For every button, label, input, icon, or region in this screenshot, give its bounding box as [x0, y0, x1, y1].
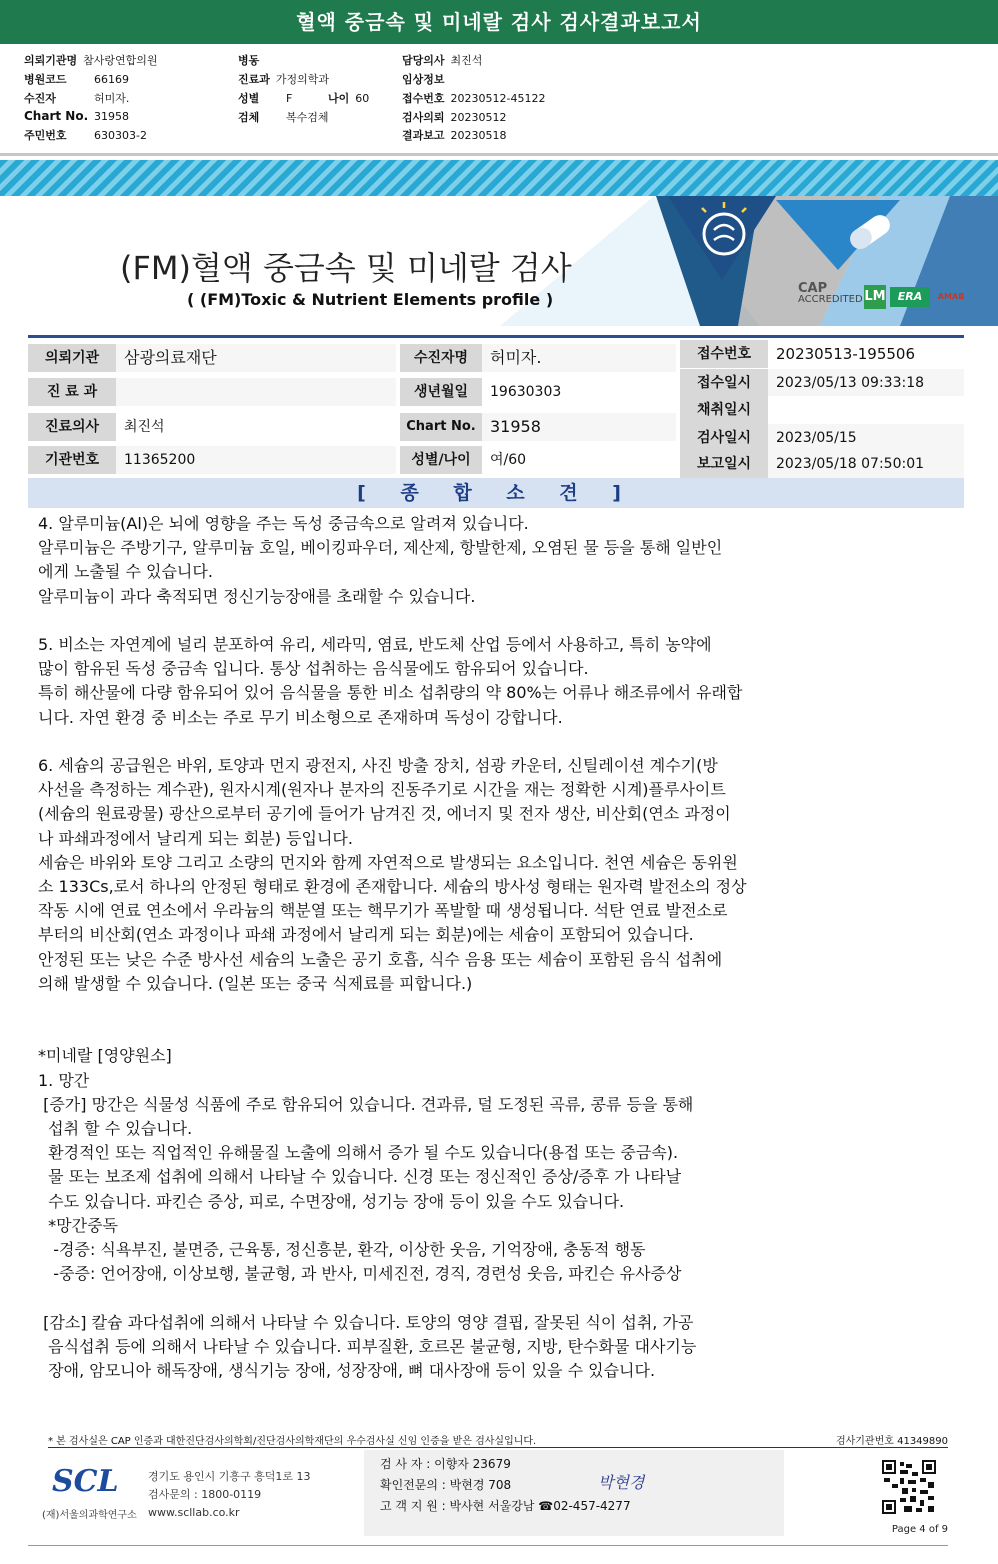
clinical-row — [402, 71, 451, 87]
result-row — [402, 127, 507, 143]
body-line: 에게 노출될 수 있습니다. — [38, 562, 213, 582]
tester-line: 검 사 자 : 이향자 23679 — [380, 1457, 511, 1471]
page-subtitle: ( (FM)Toxic & Nutrient Elements profile ) — [187, 290, 554, 309]
sex-age-row — [238, 90, 369, 106]
footer-staff — [364, 1450, 784, 1536]
cap-logo — [798, 283, 863, 305]
collect-value-cell — [768, 396, 964, 424]
confirm-line: 확인전문의 : 박현경 708 — [380, 1478, 512, 1492]
collect-label-cell: 채취일시 — [680, 396, 768, 424]
age-label: 나이 — [328, 92, 350, 105]
sex-value: F — [286, 92, 293, 105]
receiptdt-value-cell: 2023/05/13 09:33:18 — [768, 369, 964, 397]
summary-header: [ 종 합 소 견 ] — [28, 478, 964, 508]
receipt-label: 접수번호 — [402, 92, 445, 105]
birth-value-cell: 19630303 — [482, 378, 676, 406]
body-line — [38, 1287, 908, 1311]
doctor-value-cell: 최진석 — [116, 413, 396, 441]
specimen-label: 검체 — [238, 111, 260, 124]
body-line — [38, 730, 908, 754]
body-line: 많이 함유된 독성 중금속 입니다. 통상 섭취하는 음식물에도 함유되어 있습니다. — [38, 659, 589, 679]
doctor-row — [402, 52, 482, 68]
qr-code-icon — [880, 1458, 938, 1516]
body-line: [증가] 망간은 식물성 식품에 주로 함유되어 있습니다. 견과류, 덜 도정된 곡류, 콩류 등을 통해 — [38, 1094, 694, 1114]
receipt-value: 20230512-45122 — [450, 92, 546, 105]
request-value: 20230512 — [450, 111, 507, 124]
result-value: 20230518 — [450, 129, 507, 142]
institution-number: 검사기관번호 41349890 — [835, 1436, 948, 1447]
cap-logo-text: CAP — [798, 281, 828, 296]
era-logo: ERA — [890, 287, 930, 307]
clinical-label: 임상정보 — [402, 73, 445, 86]
hospital-code-label: 병원코드 — [24, 73, 67, 86]
inst-label: 의뢰기관 — [28, 344, 116, 372]
footer-note — [48, 1432, 948, 1448]
body-line: 환경적인 또는 직업적인 유해물질 노출에 의해서 증가 될 수도 있습니다(용접 또는 중금속). — [38, 1143, 679, 1163]
body-line: 나 파쇄과정에서 날리게 되는 회분) 등입니다. — [38, 828, 353, 848]
body-line: 안정된 또는 낮은 수준 방사선 세슘의 노출은 공기 호흡, 식수 음용 또는 세슘이 포함된 음식 섭취에 — [38, 949, 723, 969]
scl-logo-sub: (재)서울의과학연구소 — [42, 1510, 137, 1521]
age-value: 60 — [355, 92, 370, 105]
body-line: 작동 시에 연료 연소에서 우라늄의 핵분열 또는 핵무기가 폭발할 때 생성됩니다. 석탄 연료 발전소로 — [38, 901, 728, 921]
body-line: 알루미늄이 과다 축적되면 정신기능장애를 초래할 수 있습니다. — [38, 586, 476, 606]
body-line: -중증: 언어장애, 이상보행, 불균형, 과 반사, 미세진전, 경직, 경련성 웃음, 파킨슨 유사증상 — [38, 1264, 682, 1284]
body-line: -경증: 식욕부진, 불면증, 근육통, 정신흥분, 환각, 이상한 웃음, 기억장애, 충동적 행동 — [38, 1240, 646, 1260]
dept-label-cell: 진 료 과 — [28, 378, 116, 406]
body-line: 물 또는 보조제 섭취에 의해서 나타날 수 있습니다. 신경 또는 정신적인 증상/증후 가 나타날 — [38, 1167, 682, 1187]
receipt-row — [402, 90, 545, 106]
specimen-value: 복수검체 — [286, 111, 329, 124]
code-label-cell: 기관번호 — [28, 446, 116, 474]
request-label: 검사의뢰 — [402, 111, 445, 124]
specimen-row — [238, 109, 329, 125]
body-line: 의해 발생할 수 있습니다. (일본 또는 중국 식제료를 피합니다.) — [38, 973, 473, 993]
body-line: *미네랄 [영양원소] — [38, 1046, 172, 1066]
institution-label: 의뢰기관명 — [24, 54, 78, 67]
resident-label: 주민번호 — [24, 129, 67, 142]
amab-logo: AMAB — [937, 292, 965, 301]
scl-logo: SCL — [52, 1464, 119, 1499]
address-line: 경기도 용인시 기흥구 흥덕1로 13 — [148, 1470, 311, 1483]
receiptdt-label-cell: 접수일시 — [680, 369, 768, 397]
name-value-cell: 허미자. — [482, 344, 676, 372]
receiptno-value-cell: 20230513-195506 — [768, 340, 964, 368]
signature: 박현경 — [598, 1473, 645, 1492]
patient-label: 수진자 — [24, 92, 56, 105]
patient-row — [24, 90, 129, 106]
body-line — [38, 609, 908, 633]
body-line: 섭취 할 수 있습니다. — [38, 1119, 193, 1139]
doctor-value: 최진석 — [450, 54, 483, 67]
request-row — [402, 109, 507, 125]
ward-row — [238, 52, 265, 68]
sexage-value-cell: 여/60 — [482, 446, 676, 474]
report-label-cell: 보고일시 — [680, 450, 768, 478]
dept-value: 가정의학과 — [275, 73, 330, 86]
top-info-panel — [0, 44, 998, 156]
dept-row — [238, 71, 329, 87]
chart-row — [24, 109, 129, 123]
dept-value-cell — [116, 378, 396, 406]
website-link[interactable]: www.scllab.co.kr — [148, 1506, 240, 1519]
cap-logo-sub: ACCREDITED — [798, 294, 863, 305]
summary-body — [38, 512, 908, 1383]
result-label: 결과보고 — [402, 129, 445, 142]
test-value-cell: 2023/05/15 — [768, 424, 964, 452]
body-line: 음식섭취 등에 의해서 나타날 수 있습니다. 피부질환, 호르몬 불균형, 지방, 탄수화물 대사기능 — [38, 1336, 697, 1356]
sexage-label-cell: 성별/나이 — [400, 446, 482, 474]
birth-label-cell: 생년월일 — [400, 378, 482, 406]
chart-label-cell: Chart No. — [400, 413, 482, 441]
footer-address — [148, 1468, 311, 1522]
chart-value-cell: 31958 — [482, 413, 676, 441]
patient-value: 허미자. — [94, 92, 130, 105]
body-line: 알루미늄은 주방기구, 알루미늄 호일, 베이킹파우더, 제산제, 항발한제, 오염된 물 등을 통해 일반인 — [38, 538, 723, 558]
dept-label: 진료과 — [238, 73, 270, 86]
test-label-cell: 검사일시 — [680, 424, 768, 452]
hospital-code-row — [24, 71, 129, 87]
body-line: 4. 알루미늄(Al)은 뇌에 영향을 주는 독성 중금속으로 알려져 있습니다. — [38, 514, 529, 533]
body-line — [38, 996, 908, 1020]
patient-info-table — [28, 335, 964, 475]
name-label-cell: 수진자명 — [400, 344, 482, 372]
body-line: 소 133Cs,로서 하나의 안정된 형태로 환경에 존재합니다. 세슘의 방사성 형태는 원자력 발전소의 정상 — [38, 877, 747, 897]
hospital-code-value: 66169 — [94, 73, 129, 86]
inst-value: 삼광의료재단 — [116, 344, 396, 372]
chart-value: 31958 — [94, 110, 129, 123]
footer-note-text: * 본 검사실은 CAP 인증과 대한진단검사의학회/진단검사의학재단의 우수검사실 신임 인증을 받은 검사실입니다. — [48, 1436, 537, 1447]
footer-panel — [28, 1450, 948, 1546]
body-line: *망간중독 — [38, 1215, 118, 1235]
body-line: 부터의 비산회(연소 과정이나 파쇄 과정에서 날리게 되는 회분)에는 세슘이 포함되어 있습니다. — [38, 925, 694, 945]
body-line — [38, 1020, 908, 1044]
phone-line: 검사문의 : 1800-0119 — [148, 1488, 262, 1501]
body-line: 장애, 암모니아 해독장애, 생식기능 장애, 성장장애, 뼈 대사장애 등이 있을 수 있습니다. — [38, 1361, 656, 1381]
resident-row — [24, 127, 147, 143]
body-line: 니다. 자연 환경 중 비소는 주로 무기 비소형으로 존재하며 독성이 강합니다. — [38, 707, 563, 727]
doctor-label-cell: 진료의사 — [28, 413, 116, 441]
lm-logo: LM — [864, 285, 886, 309]
body-line: 1. 망간 — [38, 1070, 90, 1090]
support-line: 고 객 지 원 : 박사현 서울강남 ☎02-457-4277 — [380, 1499, 631, 1513]
doctor-label: 담당의사 — [402, 54, 445, 67]
receiptno-label-cell: 접수번호 — [680, 340, 768, 368]
body-line: 5. 비소는 자연계에 널리 분포하여 유리, 세라믹, 염료, 반도체 산업 등에서 사용하고, 특히 농약에 — [38, 635, 712, 655]
body-line: 사선을 측정하는 계수관), 원자시계(원자나 분자의 진동주기로 시간을 재는 정확한 시계)플루사이트 — [38, 780, 726, 800]
accreditation-logos — [798, 283, 968, 313]
report-value-cell: 2023/05/18 07:50:01 — [768, 450, 964, 478]
body-line: (세슘의 원료광물) 광산으로부터 공기에 들어가 남겨진 것, 에너지 및 전자 생산, 비산회(연소 과정이 — [38, 804, 731, 824]
page-title: (FM)혈액 중금속 및 미네랄 검사 — [120, 249, 572, 287]
resident-value: 630303-2 — [94, 129, 147, 142]
page-number: Page 4 of 9 — [891, 1524, 948, 1535]
report-title: 혈액 중금속 및 미네랄 검사 검사결과보고서 — [0, 0, 998, 44]
chart-label: Chart No. — [24, 109, 89, 123]
body-line: [감소] 칼슘 과다섭취에 의해서 나타날 수 있습니다. 토양의 영양 결핍, 잘못된 식이 섭취, 가공 — [38, 1312, 694, 1332]
sex-label: 성별 — [238, 92, 260, 105]
institution-value: 참사랑연합의원 — [83, 54, 158, 67]
body-line: 수도 있습니다. 파킨슨 증상, 피로, 수면장애, 성기능 장애 등이 있을 수도 있습니다. — [38, 1191, 625, 1211]
code-value-cell: 11365200 — [116, 446, 396, 474]
body-line: 세슘은 바위와 토양 그리고 소량의 먼지와 함께 자연적으로 발생되는 요소입니다. 천연 세슘은 동위원 — [38, 852, 738, 872]
institution-row — [24, 52, 158, 68]
body-line: 특히 해산물에 다량 함유되어 있어 음식물을 통한 비소 섭취량의 약 80%는 어류나 해조류에서 유래합 — [38, 683, 743, 703]
ward-label: 병동 — [238, 54, 260, 67]
body-line: 6. 세슘의 공급원은 바위, 토양과 먼지 광전지, 사진 방출 장치, 섬광 카운터, 신틸레이션 계수기(방 — [38, 756, 718, 776]
